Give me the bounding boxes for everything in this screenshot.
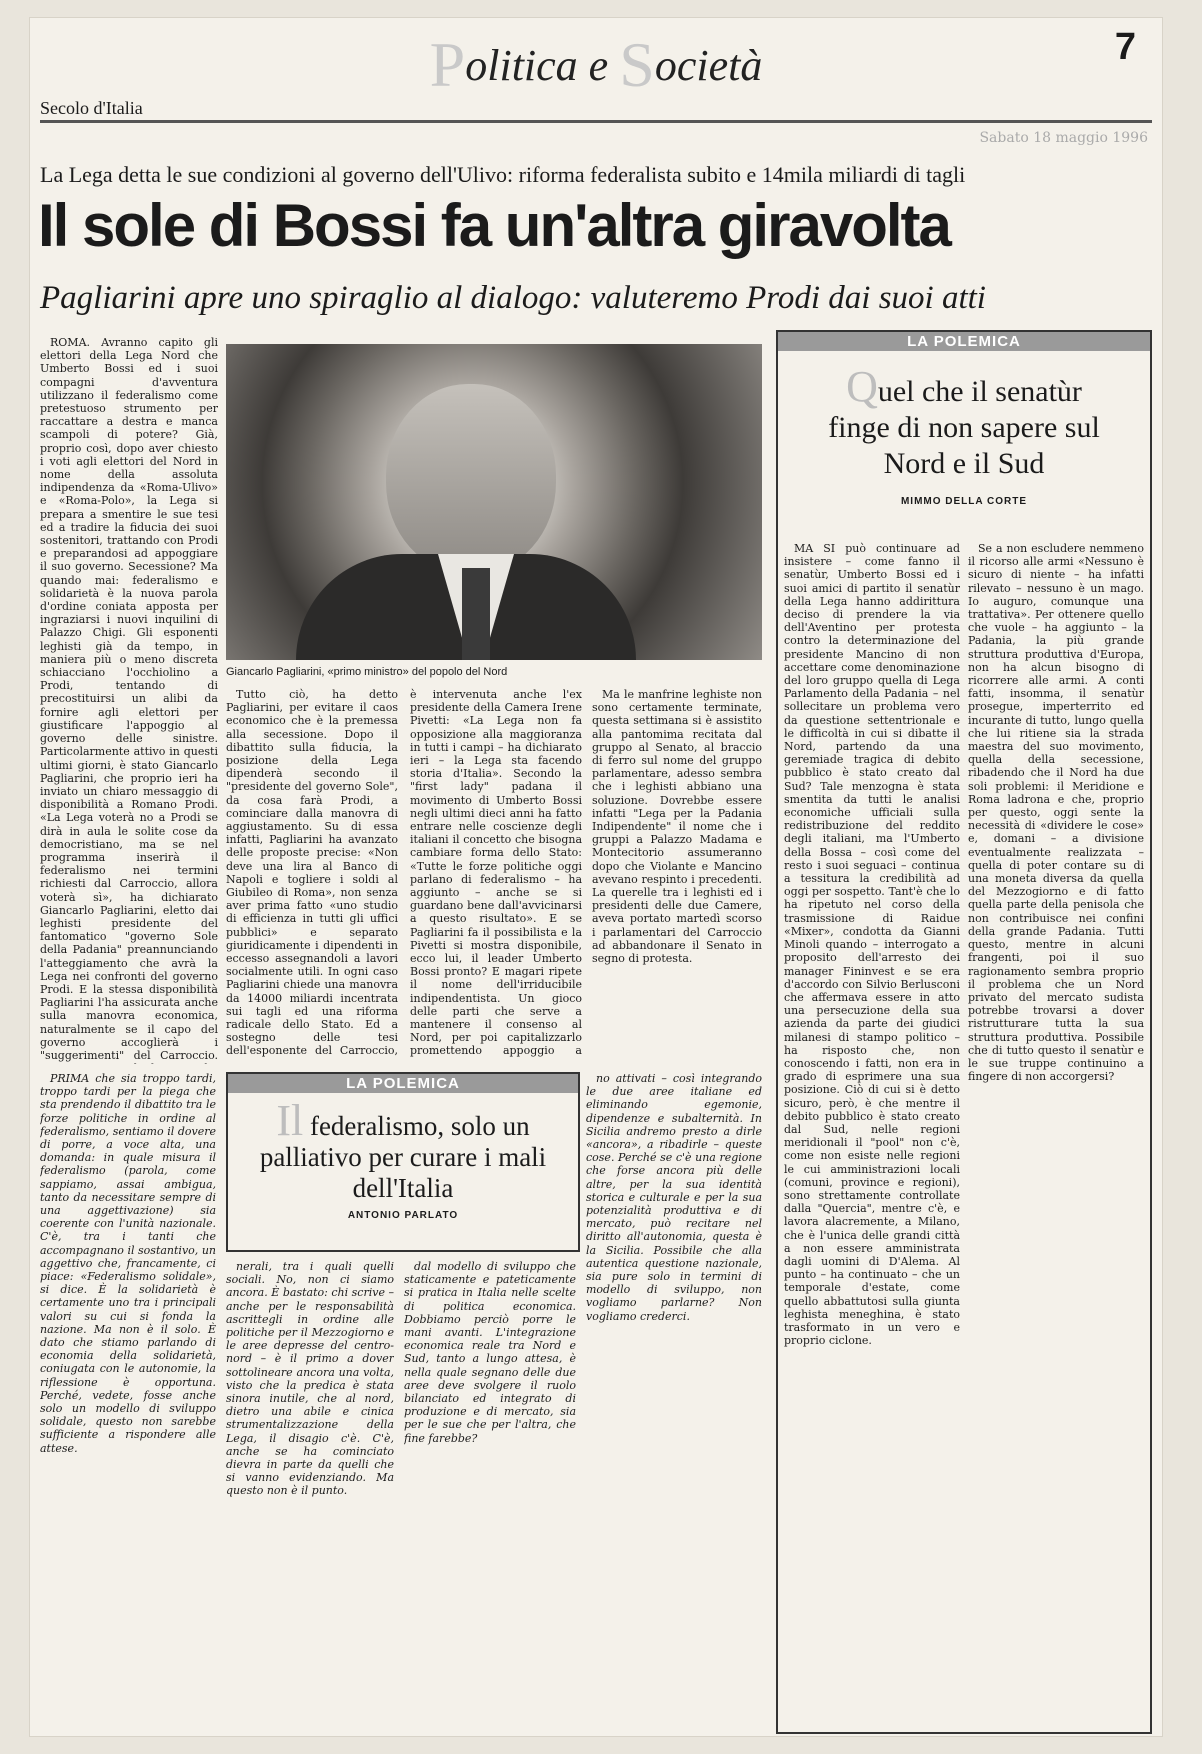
masthead bbox=[30, 18, 1162, 146]
polemica-right-author: MIMMO DELLA CORTE bbox=[900, 496, 1028, 507]
main-article-col-3 bbox=[592, 688, 762, 1064]
polemica-bottom-col-1 bbox=[40, 1072, 216, 1722]
paper-name: Secolo d'Italia bbox=[40, 98, 143, 118]
main-article-text-3: Ma le manfrine leghiste non sono certamente terminate, questa settimana si è assistito alla pantomima recitata dal gruppo al Senato, al braccio di ferro sul nome del gruppo parlamentare, adesso sembra che i leghisti abbiano una soluzione. Dovrebbe essere infatti "Lega per la Padania Indipendente" il nome che i gruppi a Palazzo Madama e Montecitorio assumeranno dopo che Violante e Mancino avevano respinto i precedenti. La querelle tra i leghisti ed i presidenti delle due Camere, aveva portato martedì scorso i parlamentari del Carroccio ad abbandonare il Senato in segno di protesta. bbox=[592, 688, 762, 966]
photo-tie bbox=[462, 568, 490, 660]
main-article-col-2 bbox=[226, 688, 582, 1064]
polemica-bottom-box bbox=[40, 1072, 762, 1730]
section-title: Politica e Società bbox=[429, 29, 763, 100]
polemica-bottom-text-2: nerali, tra i quali quelli sociali. No, non ci siamo ancora. È bastato: chi scrive – anche per le responsabilità ascrittegli in ordine alle politiche per il Mezzogiorno e le aree depresse del centro-nord – è il primo a dover sottolineare ancora una volta, visto che la predica è stata sinora inutile, che al nord, dietro una abile e cinica strumentalizzazione della Lega, il disagio c'è. C'è, anche se ha cominciato dievra in parte da quelli che si vanno evidenziando. Ma questo non è il punto. bbox=[226, 1260, 394, 1498]
article-headline: Il sole di Bossi fa un'altra giravolta bbox=[38, 192, 950, 259]
issue-date: Sabato 18 maggio 1996 bbox=[979, 130, 1148, 146]
photo-head bbox=[386, 384, 556, 574]
article-deck: Pagliarini apre uno spiraglio al dialogo: valuteremo Prodi dai suoi atti bbox=[40, 280, 986, 316]
main-article-col-1 bbox=[40, 336, 218, 1064]
newspaper-page bbox=[30, 18, 1162, 1736]
polemica-bottom-title: Il federalismo, solo un palliativo per curare i mali dell'Italia bbox=[259, 1096, 547, 1203]
section-initial-p: P bbox=[429, 29, 466, 100]
polemica-bottom-label: LA POLEMICA bbox=[228, 1074, 578, 1093]
polemica-right-title: Quel che il senatùr finge di non sapere sul Nord e il Sud bbox=[828, 362, 1100, 480]
portrait-photo bbox=[226, 344, 762, 660]
polemica-bottom-text-4: no attivati – così integrando le due aree italiane ed eliminando egemonie, dipendenze e subalternità. In Sicilia andremo presto a dirle «ancora», a ribadirle – queste cose. Perché se c'è una regione che forse ancora più delle altre, per la sua identità storica e culturale e per la sua potenzialità produttiva e di mercato, può recitare nel diritto all'autonomia, questa è la Sicilia. Possibile che alla autentica questione nazionale, sia pure solo in termini di modello di sviluppo, non vogliamo parlarne? Non vogliamo crederci. bbox=[586, 1072, 762, 1323]
polemica-right-text-1: MA SI può continuare ad insistere – come fanno il senatùr, Umberto Bossi ed i suoi amici di partito il senatùr della Lega hanno addirittura deciso di prendere la via dell'Aventino per protesta contro la determinazione del presidente Mancino di non accettare come denominazione del loro gruppo quella di Lega Parlamento della Padania – nel sollecitare un problema vero da questione settentrionale e le difficoltà in cui si dibatte il Nord, partendo da una geremiade tragica di debito pubblico è stato creato dal Sud? Tale menzogna è stata smentita da tutti le analisi economiche ufficiali sulla redistribuzione del reddito degli italiani, ma l'Umberto della Bossa – così come del resto i suoi seguaci – continua a tessitura la credibilità ad oggi per sospetto. Tant'è che lo ha ripetuto nel corso della trasmissione di Raidue «Mixer», condotta da Gianni Minoli quando – interrogato a proposito dell'arresto dei manager Fininvest e se era d'accordo con Silvio Berlusconi che affermava essere in atto una persecuzione della sua azienda da parte dei giudici milanesi di stampo politico – ha risposto che, non conoscendo i fatti, non era in grado di esprimere una sua posizione. Ciò di cui si è detto sicuro, però, è che mentre il debito pubblico è stato creato dal Sud, nelle regioni meridionali il "pool" non c'è, come non esiste nelle regioni le cui amministrazioni locali (comuni, province e regioni), sono strettamente controllate dalla "Quercia", mentre c'è, e lavora alacremente, a Milano, che è l'unica delle grandi città a non essere amministrata dagli uomini di D'Alema. Al punto – ha continuato – che un temporale d'estate, come quello abbattutosi sulla giunta leghista meneghina, è stato trasformato in un vero e proprio ciclone. bbox=[784, 542, 960, 1348]
article-kicker: La Lega detta le sue condizioni al governo dell'Ulivo: riforma federalista subito e 14mila miliardi di tagli bbox=[40, 162, 966, 187]
polemica-bottom-text-1: PRIMA che sia troppo tardi, troppo tardi per la piega che sta prendendo il dibattito tra le forze politiche in ordine al federalismo, sentiamo il dovere di porre, a voce alta, una domanda: in quale misura il federalismo (parola, come sappiamo, assai ambigua, tanto da necessitare sempre di una aggettivazione) sia coerente con l'unità nazionale. C'è, tra i tanti che accompagnano il sostantivo, un aggettivo che, francamente, ci piace: «Federalismo solidale», si dice. È la solidarietà è certamente uno tra i principali valori su cui si fonda la nazione. Ma non è il solo. È dato che stiamo parlando di economia della solidarietà, coniugata con le autonomie, la riflessione è opportuna. Perché, vedete, fosse anche solo un modello di sviluppo solidale, questo non sarebbe sufficiente a rispondere alle attese. bbox=[40, 1072, 216, 1455]
polemica-right-box bbox=[776, 330, 1152, 1734]
main-article-text-1: ROMA. Avranno capito gli elettori della Lega Nord che Umberto Bossi ed i suoi compagni d'avventura utilizzano il federalismo come pretestuoso strumento per raccattare a destra e manca scampoli di potere? Già, proprio così, dopo aver chiesto i voti agli elettori del Nord in nome della assoluta indipendenza da «Roma-Ulivo» e «Roma-Polo», la Lega si prepara a smentire le sue tesi ed a tradire la fiducia dei suoi sostenitori, trattando con Prodi e preparandosi ad appoggiare il suo governo. Secessione? Ma quando mai: federalismo e solidarietà è la nuova parola d'ordine coniata apposta per ingraziarsi i nuovi inquilini di Palazzo Chigi. Gli esponenti leghisti già da tempo, in maniera più o meno discreta schiacciano l'occhiolino a Prodi, tentando di precostituirsi un alibi da fornire agli elettori per giustificare l'appoggio al governo delle sinistre. Particolarmente attivo in questi ultimi giorni, è stato Giancarlo Pagliarini, che proprio ieri ha inviato un chiaro messaggio di disponibilità a Romano Prodi. «La Lega voterà no a Prodi se dirà in aula le solite cose da democristiano, ma se nel programma inserirà il federalismo nei termini richiesti dal Carroccio, allora voterà sì», ha dichiarato Giancarlo Pagliarini, eletto dai leghisti presidente del fantomatico "governo Sole della Padania" preannunciando l'atteggiamento che avrà la Lega nei confronti del governo Prodi. E la stessa disponibilità Pagliarini l'ha assicurata anche sulla manovra economica, naturalmente se il capo del governo accoglierà i "suggerimenti" del Carroccio. bbox=[40, 336, 218, 1062]
polemica-bottom-col-4 bbox=[586, 1072, 762, 1722]
masthead-rule bbox=[40, 120, 1152, 123]
polemica-bottom-text-3: dal modello di sviluppo che staticamente e pateticamente si pratica in Italia nelle scelte di politica economica. Dobbiamo perciò porre le mani avanti. L'integrazione economica reale tra Nord e Sud, tanto a lungo attesa, è nella quale segnano delle due aree deve svolgere il ruolo bilanciato ed integrato di produzione e di mercato, sia per le sue che per l'altra, che fine farebbe? bbox=[404, 1260, 576, 1445]
main-article-text-2: Tutto ciò, ha detto Pagliarini, per evitare il caos economico che è la premessa alla secessione. Dopo il dibattito sulla fiducia, la posizione della Lega dipenderà secondo il "presidente del governo Sole", da cosa farà Prodi, a cominciare dalla manovra di aggiustamento. Su di essa infatti, Pagliarini ha avanzato delle proposte precise: «Non deve una lira al Banco di Napoli e togliere i soldi al Giubileo di Roma», non senza aver prima fatto «uno studio di efficienza in tutti gli uffici pubblici» e separato giuridicamente i dipendenti in eccesso assegnandoli a lavori socialmente utili. In ogni caso Pagliarini chiede una manovra da 14000 miliardi incentrata sui tagli ed una riforma radicale dello Stato. Ed a sostegno delle tesi dell'esponente del Carroccio, è intervenuta anche l'ex presidente della Camera Irene Pivetti: «La Lega non fa opposizione alla maggioranza in tutti i campi – ha dichiarato ieri – la Lega sta facendo storia d'Italia». Secondo la "first lady" padana il movimento di Umberto Bossi negli ultimi dieci anni ha fatto entrare nelle coscienze degli italiani il concetto che bisogna cambiare forma dello Stato: «Tutte le forze politiche oggi parlano di federalismo – ha aggiunto – anche se si guardano bene dall'avvicinarsi a questo risultato». E se Pagliarini fa il possibilista e la Pivetti si mostra disponibile, ecco lui, il leader Umberto Bossi pronto? E magari ripete il nome dell'irriducibile indipendentista. Un gioco delle parti che serve a mantenere il consenso al Nord, per poi capitalizzarlo promettendo appoggio a bbox=[226, 688, 582, 1058]
polemica-bottom-titlebox bbox=[226, 1072, 580, 1252]
polemica-bottom-initial: Il bbox=[276, 1096, 304, 1145]
page-number: 7 bbox=[1114, 26, 1136, 68]
polemica-right-col-2 bbox=[968, 542, 1144, 1722]
polemica-right-col-1 bbox=[784, 542, 960, 1722]
polemica-right-initial: Q bbox=[846, 362, 878, 411]
polemica-bottom-author: ANTONIO PARLATO bbox=[347, 1210, 459, 1221]
polemica-bottom-col-3 bbox=[404, 1260, 576, 1722]
photo-caption: Giancarlo Pagliarini, «primo ministro» del popolo del Nord bbox=[226, 666, 508, 678]
polemica-bottom-col-2 bbox=[226, 1260, 394, 1722]
section-initial-s: S bbox=[619, 29, 655, 100]
polemica-right-label: LA POLEMICA bbox=[778, 332, 1150, 351]
polemica-right-text-2: Se a non escludere nemmeno il ricorso alle armi «Nessuno è sicuro di niente – ha infatti rilevato – nessuno è un mago. Io auguro, comunque una trattativa». Per ottenere quello che vuole – ha aggiunto – la Padania, la più grande struttura produttiva d'Europa, non ha alcun bisogno di ricorrere alle armi. A conti fatti, insomma, il senatùr prosegue, imperterrito ed incurante di tutto, lungo quella che lui ritiene sia la strada maestra del suo movimento, quella della secessione, ribadendo che il Nord ha due soli problemi: il Meridione e Roma ladrona e che, proprio per questo, oggi sente la necessità di «dividere le cose» e, domani – a divisione eventualmente realizzata – quella di poter contare su di una moneta diversa da quella del Mezzogiorno e di fatto quella parte della penisola che non contribuisce nei confini della grande Padania. Tutti questo, mentre in alcuni frangenti, poi il suo ragionamento sembra proprio il problema che un Nord privato del mercato sudista potrebbe trovarsi a dover ristrutturare tutta la sua struttura produttiva. Possibile che di tutto questo il senatùr e le sue truppe continuino a fingere di non accorgersi? bbox=[968, 542, 1144, 1084]
